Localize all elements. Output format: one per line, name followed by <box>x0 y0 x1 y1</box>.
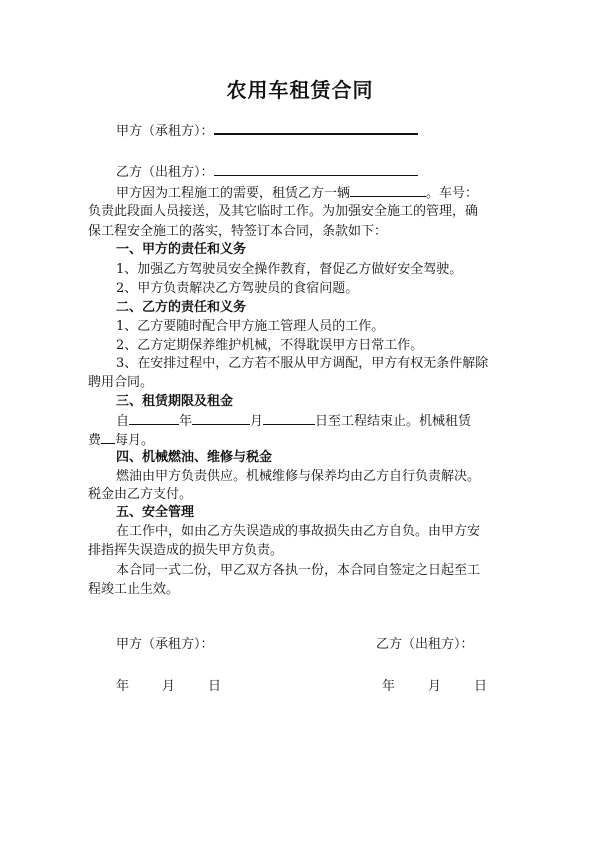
section-5-line-1: 在工作中，如由乙方失误造成的事故损失由乙方自负。由甲方安 <box>116 524 481 539</box>
section-1-item-1: 1、加强乙方驾驶员安全操作教育，督促乙方做好安全驾驶。 <box>116 262 463 277</box>
signature-party-b: 乙方（出租方）： <box>376 637 474 652</box>
party-b-line <box>116 162 418 182</box>
intro-line-2: 负责此段面人员接送，及其它临时工作。为加强安全施工的管理，确 <box>88 204 479 219</box>
section-4-line-2: 税金由乙方支付。 <box>88 487 193 502</box>
start-month-blank[interactable] <box>192 411 250 425</box>
section-2-heading: 二、乙方的责任和义务 <box>116 300 247 315</box>
date-party-a <box>116 678 221 696</box>
closing-line-2: 程竣工止生效。 <box>88 582 180 597</box>
date-a-day: 日 <box>208 679 222 694</box>
start-day-blank[interactable] <box>263 411 315 425</box>
section-2-item-3-cont: 聘用合同。 <box>88 375 154 390</box>
section-4-line-1: 燃油由甲方负责供应。机械维修与保养均由乙方自行负责解决。 <box>116 469 481 484</box>
per-month-label: 每月。 <box>115 433 155 448</box>
lease-period-rest: 日至工程结束止。机械租赁 <box>315 414 472 429</box>
fee-label: 费 <box>88 433 102 448</box>
signature-party-a: 甲方（承租方）： <box>116 637 214 652</box>
lease-period-line <box>116 411 471 431</box>
section-1-heading: 一、甲方的责任和义务 <box>116 242 247 257</box>
date-a-year: 年 <box>116 679 130 694</box>
date-party-b <box>382 678 487 696</box>
rent-amount-blank[interactable] <box>101 430 115 444</box>
date-a-month: 月 <box>162 679 176 694</box>
rent-line <box>88 430 154 450</box>
section-2-item-1: 1、乙方要随时配合甲方施工管理人员的工作。 <box>116 319 385 334</box>
party-a-line <box>116 120 418 141</box>
intro-text-1b: 。车号： <box>426 186 479 201</box>
from-label: 自 <box>116 414 130 429</box>
start-year-blank[interactable] <box>129 411 179 425</box>
date-b-year: 年 <box>382 679 396 694</box>
party-a-label: 甲方（承租方）： <box>116 124 214 139</box>
date-b-month: 月 <box>428 679 442 694</box>
party-b-label: 乙方（出租方）： <box>116 165 214 180</box>
intro-line-1 <box>116 183 478 203</box>
party-a-blank[interactable] <box>214 120 418 135</box>
section-2-item-2: 2、乙方定期保养维护机械，不得耽误甲方日常工作。 <box>116 338 424 353</box>
month-label: 月 <box>250 414 264 429</box>
date-b-day: 日 <box>474 679 488 694</box>
party-b-blank[interactable] <box>214 162 418 176</box>
section-5-line-2: 排指挥失误造成的损失甲方负责。 <box>88 543 284 558</box>
section-1-item-2: 2、甲方负责解决乙方驾驶员的食宿问题。 <box>116 281 359 296</box>
section-4-heading: 四、机械燃油、维修与税金 <box>116 450 273 465</box>
section-3-heading: 三、租赁期限及租金 <box>116 394 234 409</box>
document-title: 农用车租赁合同 <box>226 78 374 102</box>
section-5-heading: 五、安全管理 <box>116 505 195 520</box>
closing-line-1: 本合同一式二份，甲乙双方各执一份，本合同自签定之日起至工 <box>116 563 481 578</box>
year-label: 年 <box>179 414 193 429</box>
intro-text-1a: 甲方因为工程施工的需要，租赁乙方一辆 <box>116 186 351 201</box>
vehicle-blank[interactable] <box>350 183 426 197</box>
section-2-item-3: 3、在安排过程中，乙方若不服从甲方调配，甲方有权无条件解除 <box>116 356 489 371</box>
intro-line-3: 保工程安全施工的落实，特签订本合同，条款如下： <box>88 224 388 239</box>
